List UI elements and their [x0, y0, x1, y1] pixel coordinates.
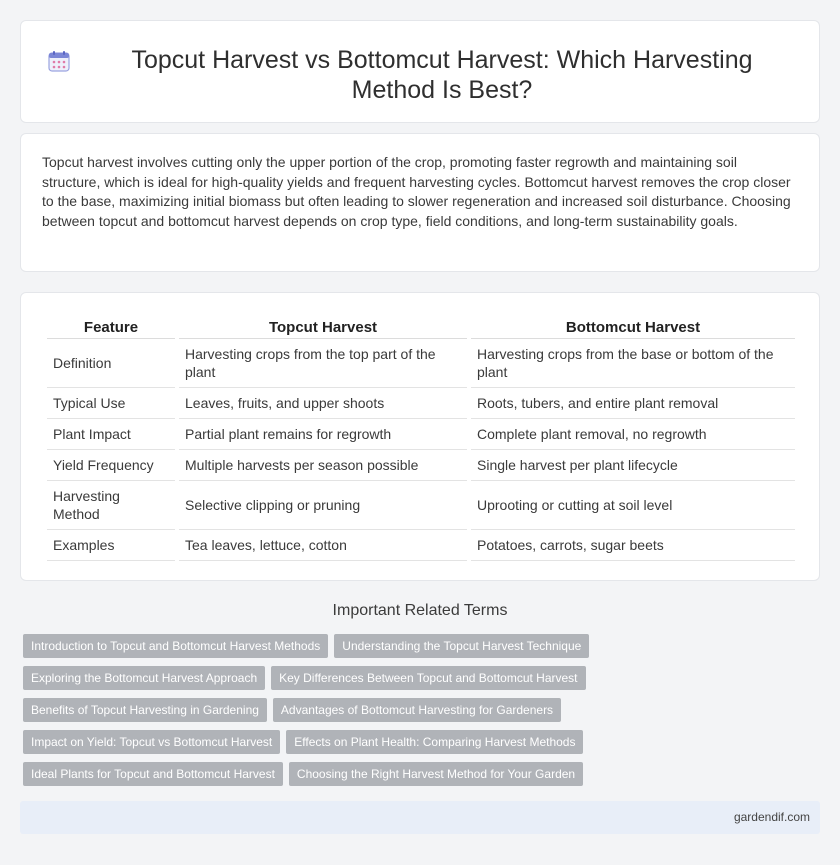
- table-cell: Harvesting Method: [47, 481, 175, 530]
- tag-row: [23, 634, 823, 658]
- table-cell: Partial plant remains for regrowth: [179, 419, 467, 450]
- table-cell: Single harvest per plant lifecycle: [471, 450, 795, 481]
- related-term-link[interactable]: Benefits of Topcut Harvesting in Gardening: [23, 698, 267, 722]
- table-cell: Harvesting crops from the base or bottom of the plant: [471, 339, 795, 388]
- table-row: [47, 530, 795, 561]
- table-cell: Yield Frequency: [47, 450, 175, 481]
- table-row: [47, 388, 795, 419]
- tag-row: [23, 762, 823, 786]
- footer-bar: [20, 801, 820, 834]
- related-term-link[interactable]: Introduction to Topcut and Bottomcut Harvest Methods: [23, 634, 328, 658]
- header-card: [20, 20, 820, 123]
- intro-paragraph: Topcut harvest involves cutting only the upper portion of the crop, promoting faster regrowth and maintaining soil structure, which is ideal for high-quality yields and frequent harvesting cycles. Bottomcut harvest removes the crop closer to the base, maximizing initial biomass but often leading to slower regeneration and increased soil disturbance. Choosing between topcut and bottomcut harvest depends on crop type, field conditions, and long-term sustainability goals.: [42, 154, 791, 229]
- related-terms-title: Important Related Terms: [332, 602, 508, 619]
- related-term-link[interactable]: Effects on Plant Health: Comparing Harvest Methods: [286, 730, 583, 754]
- table-cell: Tea leaves, lettuce, cotton: [179, 530, 467, 561]
- table-cell: Harvesting crops from the top part of the plant: [179, 339, 467, 388]
- table-cell: Definition: [47, 339, 175, 388]
- table-cell: Typical Use: [47, 388, 175, 419]
- tag-row: [23, 698, 823, 722]
- table-row: [47, 481, 795, 530]
- tag-row: [23, 730, 823, 754]
- table-cell: Examples: [47, 530, 175, 561]
- table-cell: Selective clipping or pruning: [179, 481, 467, 530]
- related-term-link[interactable]: Choosing the Right Harvest Method for Your Garden: [289, 762, 583, 786]
- related-terms-list: [23, 634, 823, 794]
- title-wrap: [21, 45, 819, 105]
- table-cell: Uprooting or cutting at soil level: [471, 481, 795, 530]
- calendar-icon: [48, 50, 70, 72]
- comparison-card: [20, 292, 820, 581]
- footer-site-link[interactable]: gardendif.com: [733, 810, 810, 824]
- intro-card: [20, 133, 820, 272]
- comparison-table: [43, 317, 799, 561]
- header-feature: Feature: [47, 317, 175, 339]
- related-term-link[interactable]: Impact on Yield: Topcut vs Bottomcut Harvest: [23, 730, 280, 754]
- table-cell: Potatoes, carrots, sugar beets: [471, 530, 795, 561]
- table-cell: Leaves, fruits, and upper shoots: [179, 388, 467, 419]
- table-cell: Multiple harvests per season possible: [179, 450, 467, 481]
- related-term-link[interactable]: Advantages of Bottomcut Harvesting for Gardeners: [273, 698, 561, 722]
- table-row: [47, 419, 795, 450]
- related-term-link[interactable]: Ideal Plants for Topcut and Bottomcut Harvest: [23, 762, 283, 786]
- tag-row: [23, 666, 823, 690]
- table-cell: Roots, tubers, and entire plant removal: [471, 388, 795, 419]
- header-topcut: Topcut Harvest: [179, 317, 467, 339]
- related-term-link[interactable]: Understanding the Topcut Harvest Technique: [334, 634, 589, 658]
- page-title: Topcut Harvest vs Bottomcut Harvest: Which Harvesting Method Is Best?: [131, 46, 753, 104]
- related-term-link[interactable]: Key Differences Between Topcut and Bottomcut Harvest: [271, 666, 585, 690]
- table-header-row: [47, 317, 795, 339]
- table-cell: Complete plant removal, no regrowth: [471, 419, 795, 450]
- table-row: [47, 450, 795, 481]
- table-cell: Plant Impact: [47, 419, 175, 450]
- table-row: [47, 339, 795, 388]
- related-term-link[interactable]: Exploring the Bottomcut Harvest Approach: [23, 666, 265, 690]
- header-bottomcut: Bottomcut Harvest: [471, 317, 795, 339]
